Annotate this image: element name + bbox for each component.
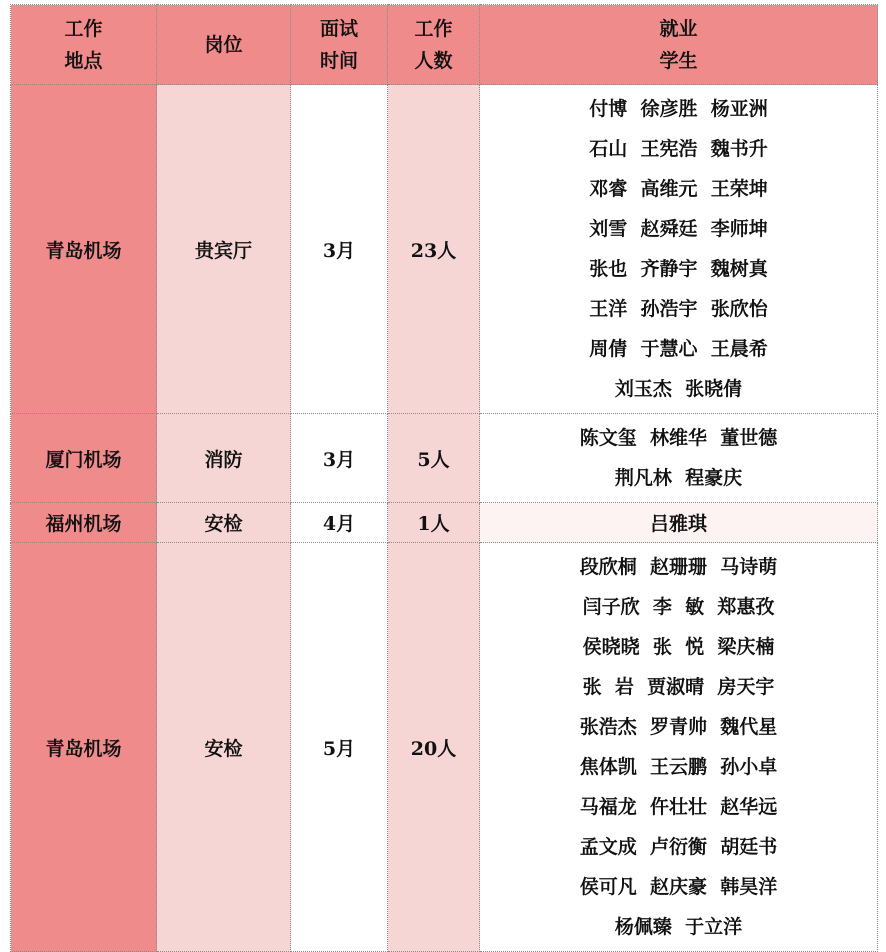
headcount-cell: 20人 [388, 543, 480, 952]
location-cell: 福州机场 [11, 503, 157, 543]
name-line: 孟文成 卢衍衡 胡廷书 [579, 836, 778, 858]
name-line: 张浩杰 罗青帅 魏代星 [579, 716, 778, 738]
headcount-cell: 5人 [388, 414, 480, 503]
table-row [11, 543, 878, 952]
employment-table [10, 4, 878, 952]
name-line: 杨佩臻 于立洋 [614, 916, 743, 938]
student-names-cell [480, 503, 878, 543]
name-line: 张也 齐静宇 魏树真 [589, 258, 768, 280]
name-line: 周倩 于慧心 王晨希 [589, 338, 768, 360]
name-line: 荆凡林 程豪庆 [614, 467, 743, 489]
location-cell: 青岛机场 [11, 85, 157, 414]
position-cell: 消防 [157, 414, 291, 503]
name-line: 侯可凡 赵庆豪 韩昊洋 [579, 876, 778, 898]
name-line: 陈文玺 林维华 董世德 [579, 427, 778, 449]
name-line: 刘玉杰 张晓倩 [614, 378, 743, 400]
location-cell: 厦门机场 [11, 414, 157, 503]
position-cell: 贵宾厅 [157, 85, 291, 414]
student-names-cell [480, 414, 878, 503]
header-students: 就业 学生 [480, 5, 878, 85]
name-line: 闫子欣 李 敏 郑惠孜 [582, 596, 775, 618]
name-line: 邓睿 高维元 王荣坤 [589, 178, 768, 200]
name-line: 焦体凯 王云鹏 孙小卓 [579, 756, 778, 778]
name-line: 王洋 孙浩宇 张欣怡 [589, 298, 768, 320]
interview-month-cell: 4月 [291, 503, 388, 543]
header-position: 岗位 [157, 5, 291, 85]
header-row [11, 5, 878, 85]
location-cell: 青岛机场 [11, 543, 157, 952]
name-line: 段欣桐 赵珊珊 马诗萌 [579, 556, 778, 578]
header-location: 工作 地点 [11, 5, 157, 85]
student-names-cell [480, 85, 878, 414]
headcount-cell: 1人 [388, 503, 480, 543]
position-cell: 安检 [157, 503, 291, 543]
interview-month-cell: 3月 [291, 414, 388, 503]
position-cell: 安检 [157, 543, 291, 952]
headcount-cell: 23人 [388, 85, 480, 414]
table-row [11, 414, 878, 503]
name-line: 侯晓晓 张 悦 梁庆楠 [582, 636, 775, 658]
name-line: 吕雅琪 [649, 513, 707, 535]
interview-month-cell: 5月 [291, 543, 388, 952]
name-line: 刘雪 赵舜廷 李师坤 [589, 218, 768, 240]
name-line: 马福龙 仵壮壮 赵华远 [579, 796, 778, 818]
name-line: 石山 王宪浩 魏书升 [589, 138, 768, 160]
student-names-cell [480, 543, 878, 952]
name-line: 张 岩 贾淑晴 房天宇 [582, 676, 775, 698]
interview-month-cell: 3月 [291, 85, 388, 414]
name-line: 付博 徐彦胜 杨亚洲 [589, 98, 768, 120]
table-row [11, 85, 878, 414]
table-row [11, 503, 878, 543]
header-interview-time: 面试 时间 [291, 5, 388, 85]
header-headcount: 工作 人数 [388, 5, 480, 85]
